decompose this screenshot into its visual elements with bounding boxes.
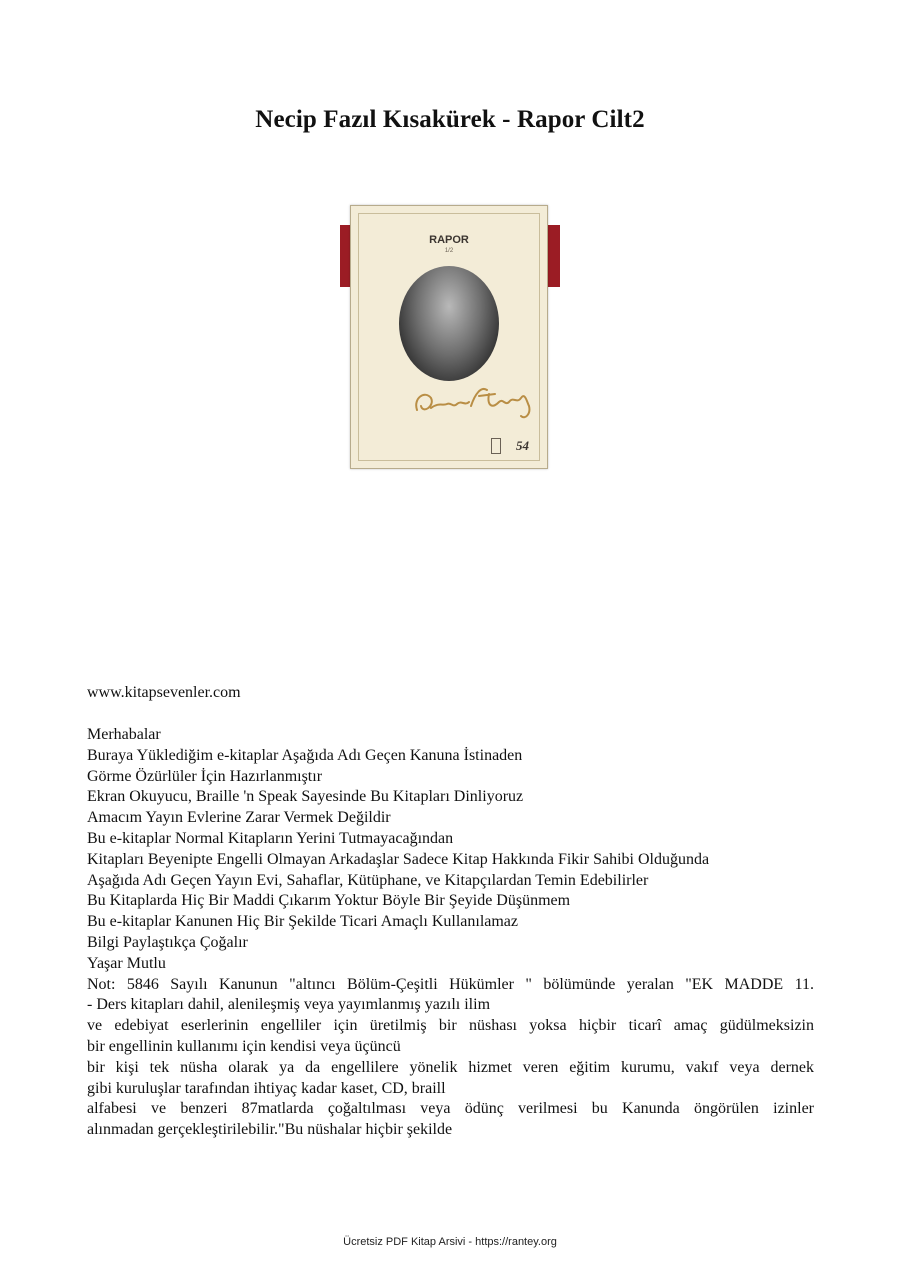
- note-line: gibi kuruluşlar tarafından ihtiyaç kadar kaset, CD, braill: [87, 1079, 446, 1097]
- cover-title: RAPOR: [429, 234, 469, 246]
- note-line: ve edebiyat eserlerinin engelliler için üretilmiş bir nüshası yoksa hiçbir ticarî amaç güdülmeksizin: [87, 1017, 814, 1035]
- body-line: Bu Kitaplarda Hiç Bir Maddi Çıkarım Yoktur Böyle Bir Şeyide Düşünmem: [87, 892, 571, 910]
- page-title: Necip Fazıl Kısakürek - Rapor Cilt2: [255, 106, 645, 133]
- note-line: Not: 5846 Sayılı Kanunun "altıncı Bölüm-Çeşitli Hükümler " bölümünde yeralan "EK MADDE 11.: [87, 975, 814, 993]
- author-portrait: [399, 266, 499, 381]
- body-line: Aşağıda Adı Geçen Yayın Evi, Sahaflar, Kütüphane, ve Kitapçılardan Temin Edebilirler: [87, 871, 649, 889]
- publisher-logo-icon: [491, 438, 501, 454]
- note-line: bir engellinin kullanımı için kendisi veya üçüncü: [87, 1037, 401, 1055]
- website-text: www.kitapsevenler.com: [87, 684, 241, 701]
- body-line: Amacım Yayın Evlerine Zarar Vermek Değildir: [87, 809, 391, 827]
- body-line: Yaşar Mutlu: [87, 954, 166, 972]
- note-line: alfabesi ve benzeri 87matlarda çoğaltılması veya ödünç verilmesi bu Kanunda öngörülen izinler: [87, 1100, 814, 1118]
- signature-image: [409, 376, 539, 426]
- body-line: Merhabalar: [87, 726, 161, 743]
- book-cover-image: [340, 205, 560, 467]
- cover-subtitle: 1/2: [444, 248, 454, 254]
- body-line: Görme Özürlüler İçin Hazırlanmıştır: [87, 767, 323, 785]
- page-footer: Ücretsiz PDF Kitap Arsivi - https://rantey.org: [343, 1236, 557, 1248]
- body-line: Buraya Yüklediğim e-kitaplar Aşağıda Adı Geçen Kanuna İstinaden: [87, 746, 523, 764]
- body-line: Bilgi Paylaştıkça Çoğalır: [87, 933, 248, 951]
- cover-number: 54: [516, 438, 529, 453]
- note-line: alınmadan gerçekleştirilebilir."Bu nüshalar hiçbir şekilde: [87, 1121, 453, 1139]
- body-line: Kitapları Beyenipte Engelli Olmayan Arkadaşlar Sadece Kitap Hakkında Fikir Sahibi Olduğunda: [87, 850, 710, 868]
- note-line: - Ders kitapları dahil, alenileşmiş veya yayımlanmış yazılı ilim: [87, 996, 491, 1014]
- body-text: [87, 725, 814, 1141]
- body-line: Ekran Okuyucu, Braille 'n Speak Sayesinde Bu Kitapları Dinliyoruz: [87, 788, 524, 806]
- note-line: bir kişi tek nüsha olarak ya da engellilere yönelik hizmet veren eğitim kurumu, vakıf veya dernek: [87, 1058, 814, 1076]
- body-line: Bu e-kitaplar Kanunen Hiç Bir Şekilde Ticari Amaçlı Kullanılamaz: [87, 913, 519, 931]
- body-line: Bu e-kitaplar Normal Kitapların Yerini Tutmayacağından: [87, 829, 454, 847]
- book-cover: [350, 205, 548, 469]
